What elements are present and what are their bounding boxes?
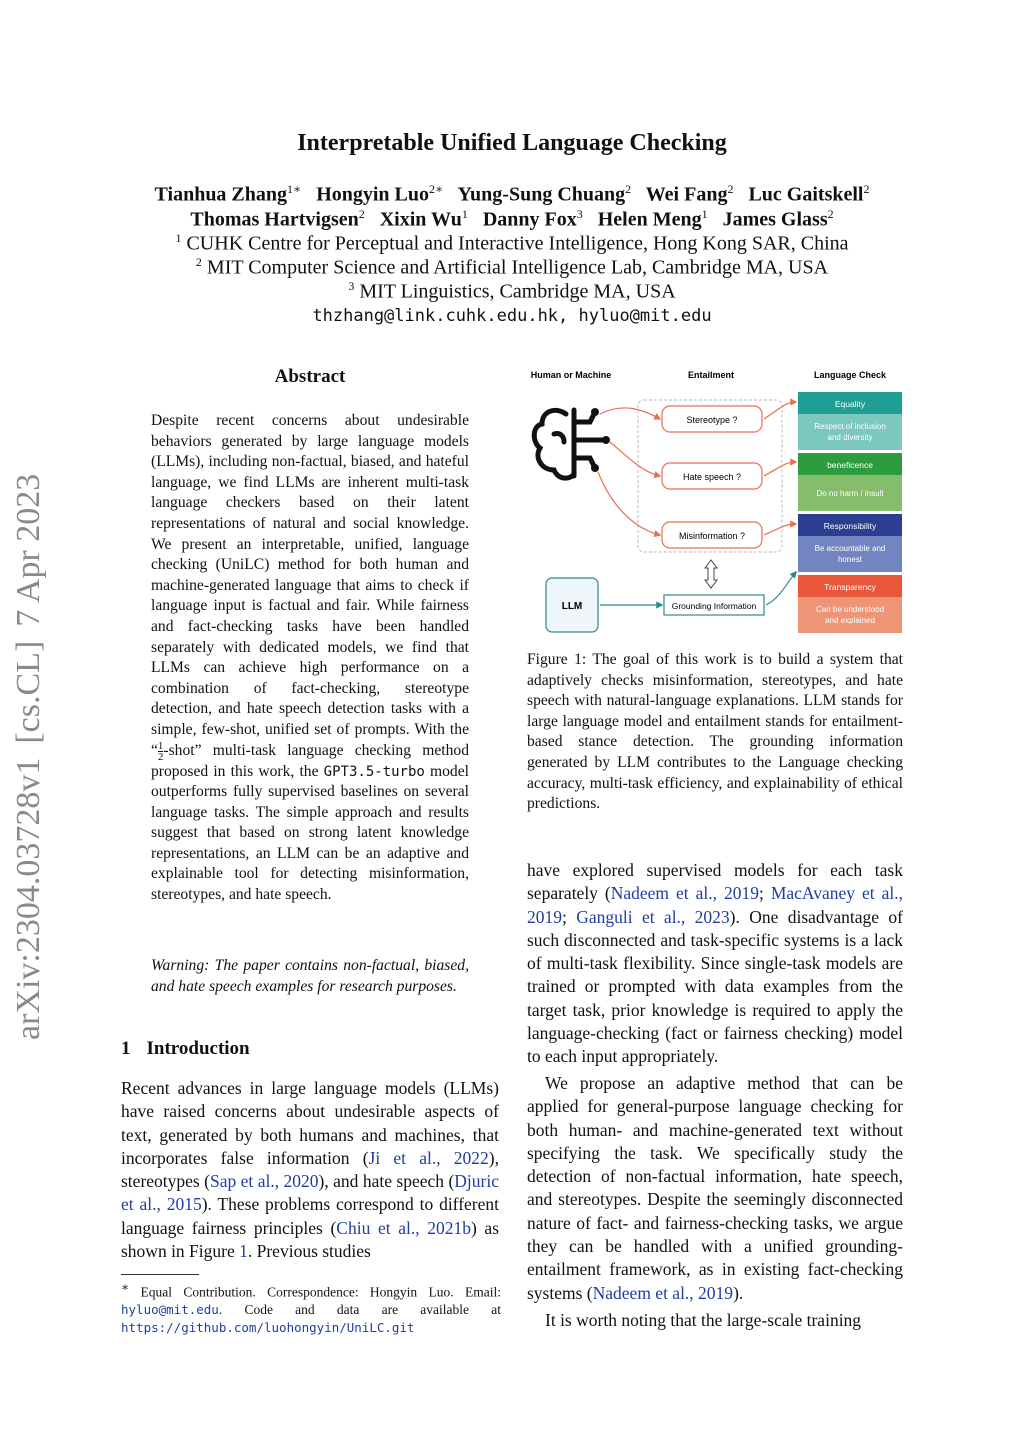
abstract-text: -shot” multi-task language checking method proposed in this work, the [151, 741, 469, 780]
arrow [764, 402, 796, 419]
author-affil-sup: 2 [727, 182, 734, 196]
author: Helen Meng [597, 208, 702, 231]
section-number: 1 [121, 1038, 131, 1059]
text: . Code and data are available at [218, 1302, 501, 1317]
author: Wei Fang [645, 183, 728, 206]
footnote-marker: ∗ [121, 1280, 130, 1294]
check-title: Responsibility [823, 521, 877, 531]
citation-link[interactable]: Sap et al., 2020 [209, 1171, 319, 1192]
arrow [598, 472, 660, 535]
citation-link[interactable]: Nadeem et al., 2019 [610, 883, 759, 904]
author-affil-sup: 3 [576, 207, 583, 221]
check-desc: honest [837, 555, 863, 564]
author: Danny Fox [482, 208, 577, 231]
col-header: Human or Machine [530, 370, 612, 380]
abstract-text: Despite recent concerns about undesirable behaviors generated by large language models (LLMs), including non-factual, biased, and hateful language, we find LLMs are inherent multi-task language checkers based on their latent representations of natural and social knowledge. We present an interpretable, unified, language checking (UniLC) method for both human and machine-generated language that aims to check if language input is factual and fair. While fairness and fact-checking tasks have been handled separately with dedicated models, we find that LLMs can achieve high performance on a combination of fact-checking, stereotype detection, and hate speech detection tasks with a simple, few-shot, unified set of prompts. With the “ [151, 412, 469, 759]
arrow [610, 442, 660, 476]
affil-text: CUHK Centre for Perceptual and Interactive Intelligence, Hong Kong SAR, China [186, 232, 849, 255]
check-desc-bg [798, 597, 902, 633]
grounding-label: Grounding Information [671, 601, 757, 611]
brain-node [602, 436, 610, 444]
email-link[interactable]: hyluo@mit.edu [121, 1302, 219, 1317]
llm-label: LLM [561, 601, 583, 612]
check-desc: Be accountable and [814, 544, 886, 553]
author-emails[interactable]: thzhang@link.cuhk.edu.hk, hyluo@mit.edu [312, 306, 712, 326]
footnote-rule [121, 1274, 199, 1275]
affiliation-2 [0, 255, 1024, 280]
check-title: Transparency [824, 582, 876, 592]
check-card-equality [798, 392, 902, 450]
paper-title: Interpretable Unified Language Checking [297, 130, 727, 156]
text: ). One disadvantage of such disconnected and task-specific systems is a lack of multi-task flexibility. Since single-task models are trained or prompted with data examples from the target task, prior knowledge is required to apply the language-checking (fact or fairness checking) model to each input appropriately. [527, 906, 903, 1067]
col-header: Language Check [813, 370, 887, 380]
author: Thomas Hartvigsen [190, 208, 359, 231]
citation-link[interactable]: Djuric et al., 2015 [121, 1171, 499, 1215]
text: have explored supervised models for each task separately ( [527, 860, 903, 904]
check-desc: Respect of inclusion [814, 422, 886, 431]
check-card-transparency [798, 575, 902, 633]
brain-node [591, 408, 599, 416]
author-affil-sup: 1 [461, 207, 468, 221]
author: James Glass [722, 208, 828, 231]
text: We propose an adaptive method that can be applied for general-purpose language checking for both human- and machine-generated text without specifying the task. We specifically study the detection of non-factual information, hate speech, and stereotypes. Despite the seemingly disconnected nature of fact- and fairness-checking tasks, we argue they can be handled with a unified grounding-entailment framework, as in existing fact-checking systems ( [527, 1073, 903, 1303]
text: Recent advances in large language models (LLMs) have raised concerns about undesirable aspects of text, generated by both humans and machines, that incorporates false information ( [121, 1078, 499, 1168]
author: Luc Gaitskell [748, 183, 864, 206]
citation-link[interactable]: Ji et al., 2022 [368, 1147, 489, 1168]
arrow [764, 462, 796, 476]
code-url-link[interactable]: https://github.com/luohongyin/UniLC.git [121, 1319, 415, 1335]
footnote [121, 1279, 501, 1336]
arrow [764, 524, 796, 535]
section-title: Introduction [146, 1038, 250, 1059]
check-desc: Can be understood [815, 605, 885, 614]
check-desc: and diversity [827, 433, 873, 442]
citation-link[interactable]: Chiu et al., 2021b [336, 1217, 471, 1238]
arxiv-date: 7 Apr 2023 [10, 473, 47, 627]
frac-den: 2 [157, 750, 164, 763]
author-line-2 [0, 207, 1024, 232]
arxiv-category: [cs.CL] [10, 640, 47, 744]
text: ; [758, 883, 771, 904]
text: . Previous studies [247, 1241, 371, 1262]
check-desc: and explained [825, 616, 875, 625]
author: Yung-Sung Chuang [457, 183, 626, 206]
check-desc: Do no harm / insult [816, 489, 884, 498]
check-title: Equality [834, 399, 866, 409]
check-desc-bg [798, 536, 902, 572]
frac-num: 1 [157, 739, 164, 752]
text: ), stereotypes ( [121, 1147, 499, 1192]
section-heading-introduction [121, 1038, 250, 1060]
check-title: beneficence [827, 460, 873, 470]
check-card-beneficence [798, 453, 902, 511]
abstract-text: model outperforms fully supervised baselines on several language tasks. The simple approach and results suggest that based on strong latent knowledge representations, an LLM can be an adaptive and explainable tool for detecting misinformation, stereotypes, and hate speech. [151, 762, 469, 904]
text: Equal Contribution. Correspondence: Hongyin Luo. Email: [140, 1284, 501, 1300]
author-affil-sup: 2 [358, 207, 365, 221]
text: ) as shown in Figure [121, 1217, 499, 1262]
author: Hongyin Luo [316, 183, 430, 206]
author: Xixin Wu [379, 208, 462, 231]
text: ; [562, 906, 577, 927]
affiliation-3 [0, 279, 1024, 304]
question-label: Stereotype ? [686, 415, 738, 425]
affil-sup: 3 [348, 279, 355, 293]
affil-text: MIT Linguistics, Cambridge MA, USA [359, 280, 676, 303]
figure-1-diagram [524, 362, 914, 642]
text: ). [733, 1282, 744, 1303]
bidirectional-arrow-icon [705, 560, 717, 588]
author-affil-sup: 2 [625, 182, 632, 196]
citation-link[interactable]: Nadeem et al., 2019 [592, 1282, 734, 1303]
author-affil-sup: 2∗ [429, 182, 444, 196]
text: ), and hate speech ( [318, 1171, 455, 1192]
abstract-body [151, 411, 469, 906]
question-label: Hate speech ? [682, 472, 742, 482]
citation-link[interactable]: MacAvaney et al., 2019 [527, 883, 903, 927]
citation-link[interactable]: Ganguli et al., 2023 [576, 906, 730, 927]
author-affil-sup: 1 [701, 207, 708, 221]
brain-node [591, 464, 599, 472]
right-paragraph-2 [527, 1072, 903, 1305]
figure-1-caption: Figure 1: The goal of this work is to build a system that adaptively checks misinformation, stereotypes, and hate speech with natural-language explanations. LLM stands for large language model and entailment stands for entailment-based stance detection. The grounding information generated by LLM contributes to the Language checking accuracy, multi-task efficiency, and explainability of ethical predictions. [527, 651, 903, 813]
affil-sup: 1 [175, 231, 182, 245]
affil-sup: 2 [195, 255, 202, 269]
content-warning: Warning: The paper contains non-factual, biased, and hate speech examples for research purposes. [151, 957, 469, 995]
check-desc-bg [798, 414, 902, 450]
arxiv-side-identifier [10, 460, 48, 1040]
arrow [600, 408, 660, 419]
intro-paragraph [121, 1077, 499, 1263]
author-line-1 [0, 182, 1024, 207]
arrow [766, 572, 796, 605]
affiliation-1 [0, 231, 1024, 256]
model-name-code: GPT3.5-turbo [323, 763, 425, 780]
abstract-heading: Abstract [274, 366, 346, 387]
question-label: Misinformation ? [678, 531, 746, 541]
text: ). These problems correspond to different language fairness principles ( [121, 1194, 499, 1238]
author: Tianhua Zhang [154, 183, 288, 206]
figure-ref-link[interactable]: 1 [239, 1241, 248, 1262]
right-paragraph-3: It is worth noting that the large-scale training [545, 1310, 862, 1330]
col-header: Entailment [687, 370, 735, 380]
arxiv-id: arXiv:2304.03728v1 [10, 757, 47, 1040]
author-affil-sup: 1∗ [287, 182, 302, 196]
author-affil-sup: 2 [827, 207, 834, 221]
check-card-responsibility [798, 514, 902, 572]
author-affil-sup: 2 [863, 182, 870, 196]
affil-text: MIT Computer Science and Artificial Intelligence Lab, Cambridge MA, USA [206, 256, 829, 279]
right-paragraph-1 [527, 859, 903, 1069]
